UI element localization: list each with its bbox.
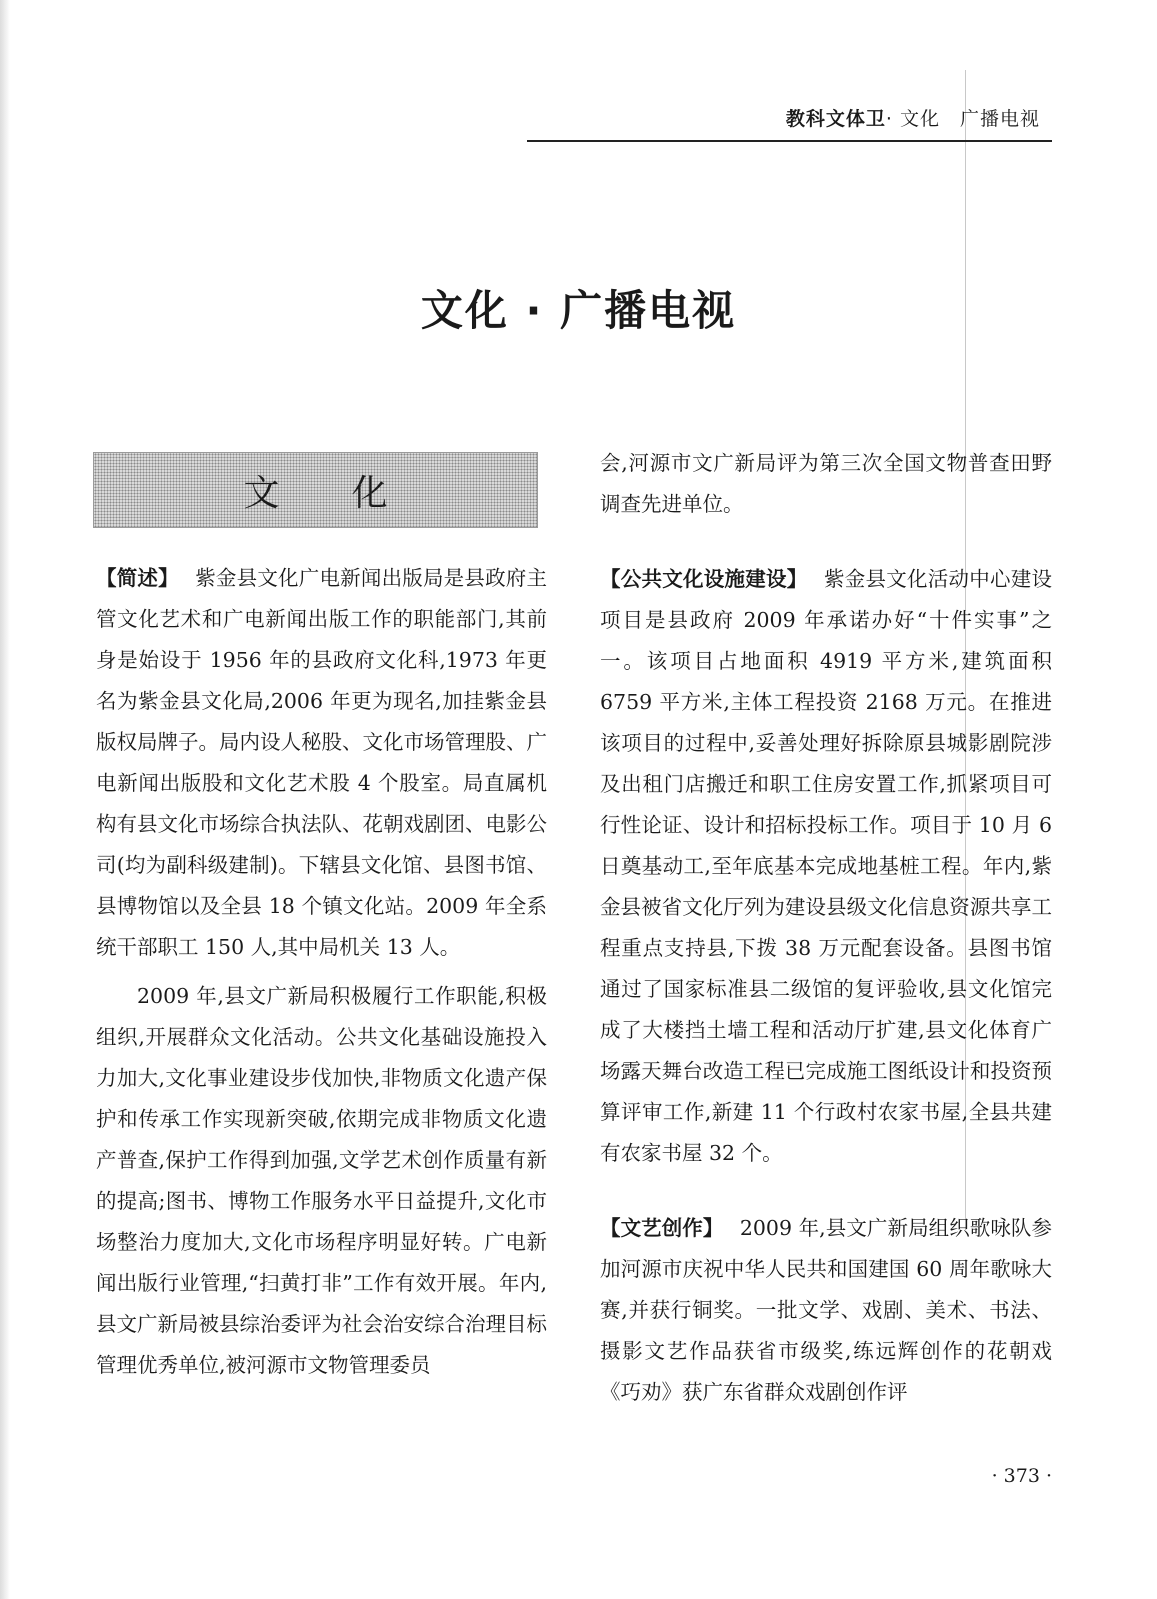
paragraph-public-facilities [600,559,1052,1174]
paragraph-heading: 【文艺创作】 [600,1216,724,1240]
header-rule [527,140,1052,142]
paragraph-heading: 【公共文化设施建设】 [600,567,808,591]
page-number: · 373 · [991,1465,1052,1487]
paragraph-overview [96,558,547,968]
paragraph-text: 2009 年,县文广新局组织歌咏队参加河源市庆祝中华人民共和国建国 60 周年歌咏大赛,并获行铜奖。一批文学、戏剧、美术、书法、摄影文艺作品获省市级奖,练远辉创作的花朝戏《巧劝》获广东省群众戏剧创作评 [600,1216,1053,1404]
section-banner [93,452,538,528]
left-column [96,558,547,1386]
scan-page-edge [0,0,10,1599]
paragraph-annual-summary [96,976,547,1386]
right-column [600,443,1052,1413]
page-title: 文化 · 广播电视 [420,286,737,335]
paragraph-heading: 【简述】 [96,566,179,590]
paragraph-text: 2009 年,县文广新局积极履行工作职能,积极组织,开展群众文化活动。公共文化基础设施投入力加大,文化事业建设步伐加快,非物质文化遗产保护和传承工作实现新突破,依期完成非物质文化遗产普查,保护工作得到加强,文学艺术创作质量有新的提高;图书、博物工作服务水平日益提升,文化市场整治力度加大,文化市场程序明显好转。广电新闻出版行业管理,“扫黄打非”工作有效开展。年内,县文广新局被县综治委评为社会治安综合治理目标管理优秀单位,被河源市文物管理委员 [96,984,547,1377]
section-banner-title: 文化 [243,472,460,514]
paragraph-text: 紫金县文化活动中心建设项目是县政府 2009 年承诺办好“十件实事”之一。该项目占地面积 4919 平方米,建筑面积 6759 平方米,主体工程投资 2168 万元。在推进该项目的过程中,妥善处理好拆除原县城影剧院涉及出租门店搬迁和职工住房安置工作,抓紧项目可行性论证、设计和招标投标工作。项目于 10 月 6 日奠基动工,至年底基本完成地基桩工程。年内,紫金县被省文化厅列为建设县级文化信息资源共享工程重点支持县,下拨 38 万元配套设备。县图书馆通过了国家标准县二级馆的复评验收,县文化馆完成了大楼挡土墙工程和活动厅扩建,县文化体育广场露天舞台改造工程已完成施工图纸设计和投资预算评审工作,新建 11 个行政村农家书屋,全县共建有农家书屋 32 个。 [600,567,1053,1165]
paragraph-text: 会,河源市文广新局评为第三次全国文物普查田野调查先进单位。 [600,451,1052,516]
running-header-section: 教科文体卫 [785,108,886,130]
running-header-subsection: · 文化 广播电视 [885,108,1040,130]
paragraph-continuation [600,443,1052,525]
running-header [700,104,1040,131]
paragraph-text: 紫金县文化广电新闻出版局是县政府主管文化艺术和广电新闻出版工作的职能部门,其前身是始设于 1956 年的县政府文化科,1973 年更名为紫金县文化局,2006 年更为现名,加挂紫金县版权局牌子。局内设人秘股、文化市场管理股、广电新闻出版股和文化艺术股 4 个股室。局直属机构有县文化市场综合执法队、花朝戏剧团、电影公司(均为副科级建制)。下辖县文化馆、县图书馆、县博物馆以及全县 18 个镇文化站。2009 年全系统干部职工 150 人,其中局机关 13 人。 [96,566,548,959]
paragraph-art-creation [600,1208,1052,1413]
